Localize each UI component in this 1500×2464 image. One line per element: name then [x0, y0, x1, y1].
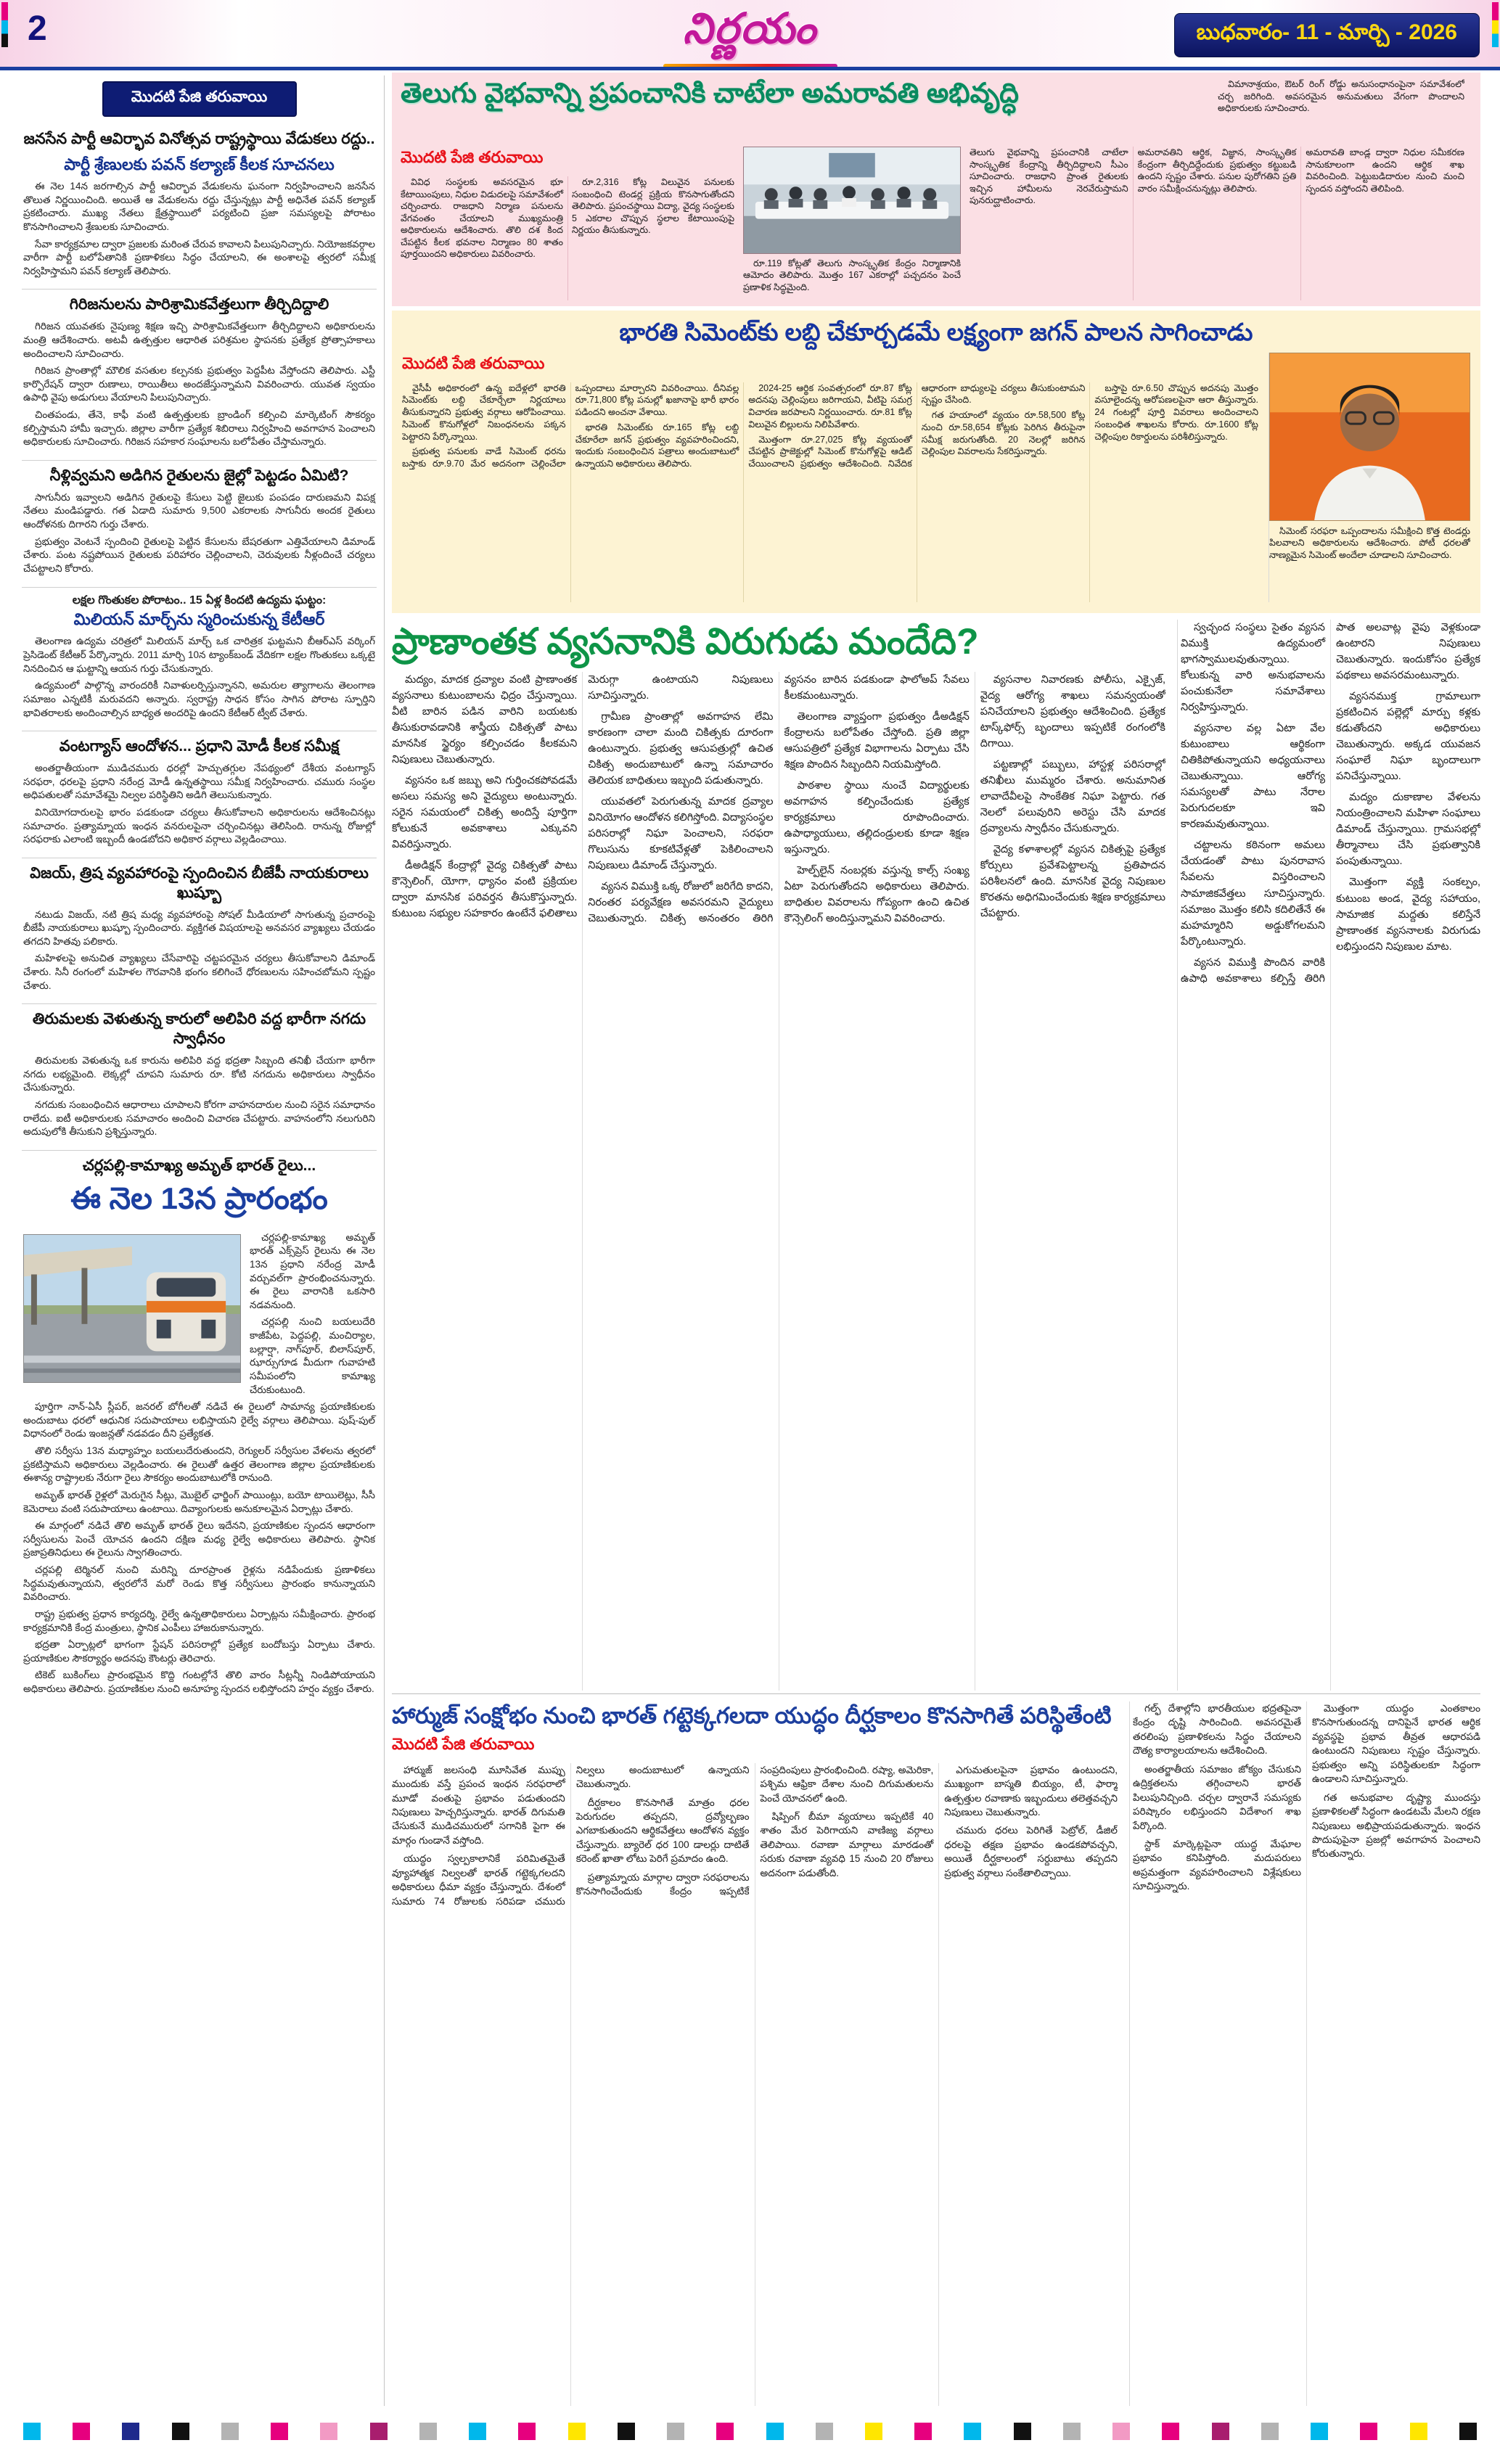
article-khushbu [22, 858, 377, 1005]
article-body [23, 762, 375, 847]
article-body-under-photo [743, 258, 961, 293]
body-paragraph: గ్రామీణ ప్రాంతాల్లో అవగాహన లేమి కారణంగా చాలా మంది చికిత్సకు దూరంగా ఉంటున్నారు. ప్రభుత్వ ఆసుపత్రుల్లో ఉచిత చికిత్స అందుబాటులో ఉన్నా సమాచారం తెలియక బాధితులు ఇబ్బంది పడుతున్నారు. [588, 710, 774, 787]
body-paragraph: మొత్తంగా యుద్ధం ఎంతకాలం కొనసాగుతుందన్న దానిపైనే భారత ఆర్థిక వ్యవస్థపై ప్రభావ తీవ్రత ఆధారపడి ఉంటుందని నిపుణులు స్పష్టం చేస్తున్నారు. ప్రభుత్వం అన్ని పరిస్థితులకూ సిద్ధంగా ఉండాలని సూచిస్తున్నారు. [1312, 1703, 1480, 1785]
body-paragraph: పూర్తిగా నాన్-ఏసీ స్లీపర్, జనరల్ బోగీలతో నడిచే ఈ రైలులో సామాన్య ప్రయాణికులకు అందుబాటు ధరలో ఆధునిక సదుపాయాలు లభిస్తాయని రైల్వే వర్గాలు తెలిపాయి. పుష్-పుల్ విధానంలో రెండు ఇంజన్లతో నడవడం దీని ప్రత్యేకత. [23, 1401, 375, 1440]
body-paragraph: విమానాశ్రయం, ఔటర్ రింగ్ రోడ్డు అనుసంధానంపైనా సమావేశంలో చర్చ జరిగింది. అవసరమైన అనుమతులు వేగంగా పొందాలని అధికారులకు సూచించారు. [1218, 79, 1464, 113]
article-headline: మిలియన్ మార్చ్‌ను స్మరించుకున్న కేటీఆర్ [73, 610, 325, 629]
leader-photo [1269, 353, 1470, 521]
body-paragraph: అంతర్జాతీయ సమాజం జోక్యం చేసుకుని ఉద్రిక్తతలను తగ్గించాలని భారత్ పిలుపునిచ్చింది. చర్చల ద్వారానే సమస్యకు పరిష్కారం లభిస్తుందని విదేశాంగ శాఖ పేర్కొంది. [1133, 1763, 1301, 1831]
article-body-left [401, 147, 734, 300]
article-train [22, 1151, 377, 1707]
continuation-label: మొదటి పేజి తరువాయి [102, 81, 297, 117]
color-bar-square [568, 2423, 586, 2440]
body-paragraph: యువతలో పెరుగుతున్న మాదక ద్రవ్యాల వినియోగం ఆందోళన కలిగిస్తోంది. విద్యాసంస్థల పరిసరాల్లో నిఘా పెంచాలని, సరఫరా గొలుసును కూకటివేళ్లతో పెకిలించాలని నిపుణులు డిమాండ్ చేస్తున్నారు. [588, 795, 774, 871]
body-paragraph: తెలంగాణ వ్యాప్తంగా ప్రభుత్వం డీఅడిక్షన్ కేంద్రాలను బలోపేతం చేస్తోంది. ప్రతి జిల్లా ఆసుపత్రిలో ప్రత్యేక విభాగాలను ఏర్పాటు చేసి శిక్షణ పొందిన సిబ్బందిని నియమిస్తోంది. [784, 710, 970, 771]
body-paragraph: మొత్తంగా రూ.27,025 కోట్ల వ్యయంతో చేపట్టిన ప్రాజెక్టుల్లో సిమెంట్ కొనుగోళ్లపై ఆడిట్ చేయించాలని ప్రభుత్వం ఆదేశించింది. నివేదిక ఆధారంగా బాధ్యులపై చర్యలు తీసుకుంటామని స్పష్టం చేసింది. [748, 382, 1086, 469]
color-bar-square [1014, 2423, 1031, 2440]
color-bar-square [1162, 2423, 1179, 2440]
article-cement [392, 311, 1480, 613]
body-paragraph: అమృత్ భారత్ రైళ్లలో మెరుగైన సీట్లు, మొబైల్ ఛార్జింగ్ పాయింట్లు, బయో టాయిలెట్లు, సీసీ కెమెరాలు వంటి సదుపాయాలు ఉంటాయి. దివ్యాంగులకు అనుకూలమైన ఏర్పాట్లు చేశారు. [23, 1489, 375, 1514]
body-paragraph: రాష్ట్ర ప్రభుత్వ ప్రధాన కార్యదర్శి, రైల్వే ఉన్నతాధికారులు ఏర్పాట్లను సమీక్షించారు. ప్రారంభ కార్యక్రమానికి కేంద్ర మంత్రులు, స్థానిక ఎంపీలు హాజరుకానున్నారు. [23, 1608, 375, 1633]
article-body [23, 908, 375, 993]
article-headline: విజయ్, త్రిష వ్యవహారంపై స్పందించిన బీజేపీ నాయకురాలు ఖుష్బూ [30, 864, 369, 901]
article-body-left [392, 620, 1165, 1691]
article-headline: భారతి సిమెంట్‌కు లబ్ది చేకూర్చడమే లక్ష్యంగా జగన్ పాలన సాగించాడు [619, 319, 1253, 345]
body-paragraph: వ్యసనాల నివారణకు పోలీసు, ఎక్సైజ్, వైద్య ఆరోగ్య శాఖలు సమన్వయంతో పనిచేయాలని ప్రభుత్వం ఆదేశించింది. ప్రత్యేక టాస్క్‌ఫోర్స్ బృందాలు ఇప్పటికే రంగంలోకి దిగాయి. [980, 673, 1165, 750]
body-paragraph: వ్యసనాల వల్ల ఏటా వేల కుటుంబాలు ఆర్థికంగా చితికిపోతున్నాయని అధ్యయనాలు చెబుతున్నాయి. ఆరోగ్య సమస్యలతో పాటు నేరాల పెరుగుదలకూ ఇవి కారణమవుతున్నాయి. [1181, 723, 1325, 831]
article-headline: గిరిజనులను పారిశ్రామికవేత్తలుగా తీర్చిదిద్దాలి [69, 296, 329, 313]
color-bar-square [1063, 2423, 1081, 2440]
article-body-top-right [1218, 78, 1464, 142]
color-bar-square [320, 2423, 337, 2440]
body-paragraph: గల్ఫ్ దేశాల్లోని భారతీయుల భద్రతపైనా కేంద్రం దృష్టి సారించింది. అవసరమైతే తరలింపు ప్రణాళికలను సిద్ధం చేయాలని దౌత్య కార్యాలయాలను ఆదేశించింది. [1133, 1703, 1301, 1757]
body-paragraph: 2024-25 ఆర్థిక సంవత్సరంలో రూ.87 కోట్ల అదనపు చెల్లింపులు జరిగాయని, వీటిపై సమగ్ర విచారణ జరపాలని నిర్ణయించారు. రూ.81 కోట్ల విలువైన బిల్లులను నిలిపివేశారు. [748, 382, 912, 430]
masthead-title: నిర్ణయం [682, 5, 818, 52]
article-body [23, 491, 375, 576]
article-body [23, 635, 375, 720]
meeting-photo [743, 147, 961, 254]
article-body-right [1177, 620, 1480, 1691]
color-bar-square [865, 2423, 882, 2440]
body-paragraph: షిప్పింగ్ బీమా వ్యయాలు ఇప్పటికే 40 శాతం మేర పెరిగాయని వాణిజ్య వర్గాలు తెలిపాయి. రవాణా మార్గాలు మారడంతో సరుకు రవాణా వ్యవధి 15 నుంచి 20 రోజులు అదనంగా పడుతోంది. [760, 1810, 934, 1878]
article-kicker: లక్షల గొంతుకల పోరాటం.. 15 ఏళ్ల కిందటి ఉద్యమ ఘట్టం: [72, 594, 327, 607]
body-paragraph: ప్రత్యామ్నాయ మార్గాల ద్వారా సరఫరాలను కొనసాగించేందుకు కేంద్రం ఇప్పటికే సంప్రదింపులు ప్రారంభించింది. రష్యా, అమెరికా, పశ్చిమ ఆఫ్రికా దేశాల నుంచి దిగుమతులను పెంచే యోచనలో ఉంది. [575, 1764, 934, 1897]
article-headline: నీళ్లివ్వమని అడిగిన రైతులను జైల్లో పెట్టడం ఏమిటి? [49, 467, 349, 484]
color-bar-square [1360, 2423, 1377, 2440]
article-body-right [1129, 1701, 1480, 2406]
body-paragraph: వినియోగదారులపై భారం పడకుండా చర్యలు తీసుకోవాలని అధికారులను ఆదేశించినట్లు సమాచారం. ప్రత్యామ్నాయ ఇంధన వనరులపైనా చర్చించినట్లు తెలిసింది. రానున్న రోజుల్లో సరఫరాకు ఎలాంటి ఇబ్బందీ ఉండబోదని అధికార వర్గాలు వెల్లడించాయి. [23, 806, 375, 845]
body-paragraph: సిమెంట్ సరఫరా ఒప్పందాలను సమీక్షించి కొత్త టెండర్లు పిలవాలని అధికారులను ఆదేశించారు. పోటీ ధరలతో నాణ్యమైన సిమెంట్ అందేలా చూడాలని సూచించారు. [1269, 525, 1470, 560]
article-body [392, 1763, 1118, 2406]
color-bar-square [1212, 2423, 1229, 2440]
print-registration-mark-left [1, 2, 8, 47]
body-paragraph: వ్యసనం ఒక జబ్బు అని గుర్తించకపోవడమే అసలు సమస్య అని వైద్యులు అంటున్నారు. సరైన సమయంలో చికిత్స అందిస్తే పూర్తిగా కోలుకునే అవకాశాలు ఎక్కువని వివరిస్తున్నారు. [392, 774, 578, 850]
body-paragraph: రూ.119 కోట్లతో తెలుగు సాంస్కృతిక కేంద్రం నిర్మాణానికి ఆమోదం తెలిపారు. మొత్తం 167 ఎకరాల్లో పచ్చదనం పెంచే ప్రణాళిక సిద్ధమైంది. [743, 258, 961, 292]
article-body [23, 320, 375, 449]
body-paragraph: భారతి సిమెంట్‌కు రూ.165 కోట్ల లబ్ది చేకూరేలా జగన్ ప్రభుత్వం వ్యవహరించిందని, ఇందుకు సంబంధించిన పత్రాలు అందుబాటులో ఉన్నాయని అధికారులు తెలిపారు. [575, 422, 739, 469]
print-color-bars [23, 2422, 1477, 2441]
body-paragraph: అమరావతిని ఆర్థిక, విజ్ఞాన, సాంస్కృతిక కేంద్రంగా తీర్చిదిద్దేందుకు ప్రభుత్వం కట్టుబడి ఉందని స్పష్టం చేశారు. పనుల పురోగతిని ప్రతి వారం సమీక్షించనున్నట్లు తెలిపారు. [1137, 147, 1297, 194]
body-paragraph: వైద్య కళాశాలల్లో వ్యసన చికిత్సపై ప్రత్యేక కోర్సులు ప్రవేశపెట్టాలన్న ప్రతిపాదన పరిశీలనలో ఉంది. మానసిక వైద్య నిపుణుల కొరతను అధిగమించేందుకు శిక్షణ కార్యక్రమాలు చేపట్టారు. [980, 843, 1165, 919]
body-paragraph: డీఅడిక్షన్ కేంద్రాల్లో వైద్య చికిత్సతో పాటు కౌన్సెలింగ్, యోగా, ధ్యానం వంటి ప్రక్రియల ద్వారా మానసిక పరివర్తన తీసుకొస్తున్నారు. కుటుంబ సభ్యుల సహకారం ఉంటేనే ఫలితాలు మెరుగ్గా ఉంటాయని నిపుణులు సూచిస్తున్నారు. [392, 673, 774, 919]
color-bar-square [1311, 2423, 1328, 2440]
color-bar-square [370, 2423, 388, 2440]
body-paragraph: భద్రతా ఏర్పాట్లలో భాగంగా స్టేషన్ పరిసరాల్లో ప్రత్యేక బందోబస్తు ఏర్పాటు చేశారు. ప్రయాణికుల సౌకర్యార్థం అదనపు కౌంటర్లు తెరిచారు. [23, 1639, 375, 1664]
article-body-right [970, 147, 1464, 300]
article-body-left [402, 353, 1258, 602]
body-paragraph: సాగునీరు ఇవ్వాలని అడిగిన రైతులపై కేసులు పెట్టి జైలుకు పంపడం దారుణమని విపక్ష నేతలు మండిపడ్డారు. గత ఏడాది సుమారు 9,500 ఎకరాలకు సాగునీరు అందక రైతులు ఆందోళనకు దిగారని గుర్తు చేశారు. [23, 491, 375, 530]
body-paragraph: స్వచ్ఛంద సంస్థలు సైతం వ్యసన విముక్తి ఉద్యమంలో భాగస్వాములవుతున్నాయి. కోలుకున్న వారి అనుభవాలను పంచుకునేలా సమావేశాలు నిర్వహిస్తున్నారు. [1181, 622, 1325, 714]
body-paragraph: వ్యసన విముక్తి ఒక్క రోజులో జరిగేది కాదని, నిరంతర పర్యవేక్షణ అవసరమని వైద్యులు చెబుతున్నారు. చికిత్స అనంతరం తిరిగి వ్యసనం బారిన పడకుండా ఫాలోఅప్ సేవలు కీలకమంటున్నారు. [588, 673, 970, 924]
body-paragraph: స్టాక్ మార్కెట్లపైనా యుద్ధ మేఘాల ప్రభావం కనిపిస్తోంది. మదుపరులు అప్రమత్తంగా వ్యవహరించాలని విశ్లేషకులు సూచిస్తున్నారు. [1133, 1838, 1301, 1892]
body-paragraph: మద్యం దుకాణాల వేళలను నియంత్రించాలని మహిళా సంఘాలు డిమాండ్ చేస్తున్నాయి. గ్రామసభల్లో తీర్మానాలు చేసి ప్రభుత్వానికి పంపుతున్నాయి. [1336, 792, 1480, 868]
body-paragraph: మద్యం, మాదక ద్రవ్యాల వంటి ప్రాణాంతక వ్యసనాలు కుటుంబాలను ఛిద్రం చేస్తున్నాయి. వీటి బారిన పడిన వారిని బయటకు తీసుకురావడానికి శాస్త్రీయ చికిత్సతో పాటు మానసిక స్థైర్యం కల్పించడం కీలకమని నిపుణులు చెబుతున్నారు. [392, 673, 578, 765]
body-paragraph: టికెట్ బుకింగ్‌లు ప్రారంభమైన కొద్ది గంటల్లోనే తొలి వారం సీట్లన్నీ నిండిపోయాయని అధికారులు తెలిపారు. ప్రయాణికుల నుంచి అనూహ్య స్పందన లభిస్తోందని హర్షం వ్యక్తం చేశారు. [23, 1670, 375, 1695]
train-photo [23, 1234, 241, 1383]
article-amaravati [392, 73, 1480, 306]
article-headline: వంటగ్యాస్ ఆందోళన... ప్రధాని మోడీ కీలక సమీక్ష [59, 738, 340, 755]
body-paragraph: చమురు ధరలు పెరిగితే పెట్రోల్, డీజిల్ ధరలపై తక్షణ ప్రభావం ఉండకపోవచ్చని, అయితే దీర్ఘకాలంలో సర్దుబాటు తప్పదని ప్రభుత్వ వర్గాలు సంకేతాలిచ్చాయి. [944, 1825, 1118, 1878]
body-paragraph: హార్ముజ్ జలసంధి మూసివేత ముప్పు ముందుకు వస్తే ప్రపంచ ఇంధన సరఫరాలో మూడో వంతుపై ప్రభావం పడుతుందని నిపుణులు హెచ్చరిస్తున్నారు. భారత్ దిగుమతి చేసుకునే ముడిచమురులో సగానికి పైగా ఈ మార్గం గుండానే వస్తోంది. [392, 1764, 565, 1846]
body-paragraph: తెలుగు వైభవాన్ని ప్రపంచానికి చాటేలా సాంస్కృతిక కేంద్రాన్ని తీర్చిదిద్దాలని సీఎం సూచించారు. రాజధాని ప్రాంత రైతులకు ఇచ్చిన హామీలను నెరవేరుస్తామని పునరుద్ఘాటించారు. [970, 147, 1128, 205]
color-bar-square [122, 2423, 139, 2440]
body-paragraph: ఎగుమతులపైనా ప్రభావం ఉంటుందని, ముఖ్యంగా బాస్మతి బియ్యం, టీ, ఫార్మా ఉత్పత్తుల రవాణాకు ఇబ్బందులు తలెత్తవచ్చని నిపుణులు చెబుతున్నారు. [944, 1764, 1118, 1818]
body-paragraph: ప్రభుత్వం వెంటనే స్పందించి రైతులపై పెట్టిన కేసులను బేషరతుగా ఎత్తివేయాలని డిమాండ్ చేశారు. పంట నష్టపోయిన రైతులకు పరిహారం చెల్లించాలని, చెరువులకు నీళ్లందించే చర్యలు చేపట్టాలని కోరారు. [23, 535, 375, 574]
article-ktr [22, 588, 377, 732]
color-bar-square [766, 2423, 784, 2440]
page-number: 2 [28, 9, 47, 48]
article-farmers [22, 461, 377, 588]
article-body [402, 382, 1258, 602]
article-headline: తిరుమలకు వెళుతున్న కారులో అలిపిరి వద్ద భారీగా నగదు స్వాధీనం [32, 1011, 366, 1048]
color-bar-square [1410, 2423, 1427, 2440]
color-bar-square [964, 2423, 981, 2440]
left-column [20, 75, 385, 2406]
article-photo-block [743, 147, 961, 300]
article-headline: జనసేన పార్టీ ఆవిర్భావ వినోత్సవ రాష్ట్రస్థాయి వేడుకలు రద్దు.. [23, 131, 375, 147]
article-headline: చర్లపల్లి-కామాఖ్య అమృత్ భారత్ రైలు... [82, 1157, 316, 1174]
body-paragraph: తెలంగాణ ఉద్యమ చరిత్రలో మిలియన్ మార్చ్ ఒక చారిత్రక ఘట్టమని బీఆర్ఎస్ వర్కింగ్ ప్రెసిడెంట్ కేటీఆర్ పేర్కొన్నారు. 2011 మార్చి 10న ట్యాంక్‌బండ్ వేదికగా లక్షల గొంతుకలు ఒక్కటై నినదించిన ఆ ఘట్టాన్ని ఆయన గుర్తు చేసుకున్నారు. [23, 636, 375, 674]
body-paragraph: దీర్ఘకాలం కొనసాగితే మాత్రం ధరల పెరుగుదల తప్పదని, ద్రవ్యోల్బణం ఎగబాకుతుందని ఆర్థికవేత్తలు ఆందోళన వ్యక్తం చేస్తున్నారు. బ్యారెల్ ధర 100 డాలర్లు దాటితే కరెంట్ ఖాతా లోటు పెరిగే ప్రమాదం ఉంది. [575, 1796, 750, 1865]
article-gas [22, 731, 377, 858]
article-headline: హార్ముజ్ సంక్షోభం నుంచి భారత్ గట్టెక్కగలదా యుద్ధం దీర్ఘకాలం కొనసాగితే పరిస్థితేంటి [392, 1703, 1112, 1728]
body-paragraph: యుద్ధం స్వల్పకాలానికే పరిమితమైతే వ్యూహాత్మక నిల్వలతో భారత్ గట్టెక్కగలదని అధికారులు ధీమా వ్యక్తం చేస్తున్నారు. దేశంలో సుమారు 74 రోజులకు సరిపడా చమురు నిల్వలు అందుబాటులో ఉన్నాయని చెబుతున్నారు. [392, 1764, 750, 1907]
color-bar-square [221, 2423, 239, 2440]
body-paragraph: ప్రభుత్వ పనులకు వాడే సిమెంట్ ధరను బస్తాకు రూ.9.70 మేర అదనంగా చెల్లించేలా ఒప్పందాలు మార్చారని వివరించాయి. దీనివల్ల రూ.71,800 కోట్ల పనుల్లో ఖజానాపై భారీ భారం పడిందని అంచనా వేశాయి. [402, 382, 739, 469]
color-bar-square [1459, 2423, 1477, 2440]
body-paragraph: చింతపండు, తేనె, కాఫీ వంటి ఉత్పత్తులకు బ్రాండింగ్ కల్పించి మార్కెటింగ్ సౌకర్యం కల్పిస్తామని హామీ ఇచ్చారు. జిల్లాల వారీగా ప్రత్యేక శిబిరాలు నిర్వహించి అవగాహన పెంచాలని అధికారులకు సూచించారు. గిరిజన సహకార సంఘాలను బలోపేతం చేస్తామన్నారు. [23, 409, 375, 448]
article-addiction [392, 615, 1480, 1691]
color-bar-square [469, 2423, 486, 2440]
color-bar-square [172, 2423, 189, 2440]
body-paragraph: వైసీపీ అధికారంలో ఉన్న ఐదేళ్లలో భారతి సిమెంట్‌కు లబ్ది చేకూర్చేలా నిర్ణయాలు తీసుకున్నారని ప్రభుత్వ వర్గాలు ఆరోపించాయి. సిమెంట్ కొనుగోళ్లలో నిబంధనలను పక్కన పెట్టారని పేర్కొన్నాయి. [402, 382, 566, 442]
body-paragraph: వ్యసనముక్త గ్రామాలుగా ప్రకటించిన పల్లెల్లో మార్పు కళ్లకు కడుతోందని అధికారులు చెబుతున్నారు. అక్కడ యువజన సంఘాలే నిఘా బృందాలుగా పనిచేస్తున్నాయి. [1336, 691, 1480, 783]
body-paragraph: హెల్ప్‌లైన్ నంబర్లకు వస్తున్న కాల్స్ సంఖ్య ఏటా పెరుగుతోందని అధికారులు తెలిపారు. బాధితుల వివరాలను గోప్యంగా ఉంచి ఉచిత కౌన్సెలింగ్ అందిస్తున్నామని వివరించారు. [784, 864, 970, 924]
body-paragraph: నగదుకు సంబంధించిన ఆధారాలు చూపాలని కోరగా వాహనదారుల నుంచి సరైన సమాధానం రాలేదు. ఐటీ అధికారులకు సమాచారం అందించి విచారణ చేపట్టారు. వాహనంలోని నలుగురిని అదుపులోకి తీసుకుని ప్రశ్నిస్తున్నారు. [23, 1098, 375, 1138]
article-tirumala [22, 1004, 377, 1151]
continued-from-label: మొదటి పేజి తరువాయి [402, 353, 545, 372]
body-paragraph: చర్లపల్లి నుంచి బయలుదేరి కాజీపేట, పెద్దపల్లి, మంచిర్యాల, బల్లార్షా, నాగ్‌పూర్, బిలాస్‌పూర్, ఝార్సుగూడ మీదుగా గువాహటి సమీపంలోని కామాఖ్య చేరుకుంటుంది. [250, 1316, 375, 1395]
body-paragraph: సేవా కార్యక్రమాల ద్వారా ప్రజలకు మరింత చేరువ కావాలని పిలుపునిచ్చారు. నియోజకవర్గాల వారీగా పార్టీ బలోపేతానికి ప్రణాళికలు సిద్ధం చేయాలని, ఈ అంశాలపై త్వరలో సమీక్ష నిర్వహిస్తామని పవన్ కల్యాణ్ తెలిపారు. [23, 238, 375, 276]
article-body-left [392, 1701, 1118, 2406]
color-bar-square [618, 2423, 635, 2440]
color-bar-square [1261, 2423, 1279, 2440]
color-bar-square [419, 2423, 437, 2440]
edition-date: బుధవారం- 11 - మార్చి - 2026 [1196, 20, 1457, 44]
body-paragraph: వివిధ సంస్థలకు అవసరమైన భూ కేటాయింపులు, నిధుల విడుదలపై సమావేశంలో చర్చించారు. రాజధాని నిర్మాణ పనులను వేగవంతం చేయాలని ముఖ్యమంత్రి అధికారులను ఆదేశించారు. తొలి దశ కింద చేపట్టిన కీలక భవనాల నిర్మాణం 80 శాతం పూర్తయిందని అధికారులు వివరించారు. [401, 177, 563, 259]
article-headline: తెలుగు వైభవాన్ని ప్రపంచానికి చాటేలా అమరావతి అభివృద్ధి [401, 78, 1019, 109]
color-bar-square [716, 2423, 734, 2440]
article-body [392, 672, 1165, 1691]
body-paragraph: ఈ నెల 14న జరగాల్సిన పార్టీ ఆవిర్భావ వేడుకలను ఘనంగా నిర్వహించాలని జనసేన తొలుత నిర్ణయించింది. అయితే ఆ వేడుకలను రద్దు చేస్తున్నట్లు పార్టీ అధినేత పవన్ కల్యాణ్ ప్రకటించారు. ముఖ్య నేతలు క్షేత్రస్థాయిలో పర్యటించి ప్రజా సమస్యలపై పోరాటం కొనసాగించాలని శ్రేణులకు సూచించారు. [23, 181, 375, 232]
date-box [1174, 13, 1480, 57]
body-paragraph: వ్యసన విముక్తి పొందిన వారికి ఉపాధి అవకాశాలు కల్పిస్తే తిరిగి పాత అలవాట్ల వైపు వెళ్లకుండా ఉంటారని నిపుణులు చెబుతున్నారు. ఇందుకోసం ప్రత్యేక పథకాలు అవసరమంటున్నారు. [1181, 622, 1480, 985]
color-bar-square [667, 2423, 684, 2440]
header-divider [0, 67, 1500, 70]
color-bar-square [23, 2423, 41, 2440]
article-hormuz [392, 1693, 1480, 2406]
body-paragraph: పట్టణాల్లో పబ్బులు, హాస్టళ్ల పరిసరాల్లో తనిఖీలు ముమ్మరం చేశారు. అనుమానిత లావాదేవీలపై సాంకేతిక నిఘా పెట్టారు. గత నెలలో పలువురిని అరెస్టు చేసి మాదక ద్రవ్యాలను స్వాధీనం చేసుకున్నారు. [980, 758, 1165, 834]
continued-from-label: మొదటి పేజి తరువాయి [401, 148, 544, 166]
article-body [401, 176, 734, 300]
article-jansena [22, 124, 377, 289]
body-paragraph: నటుడు విజయ్, నటి త్రిష మధ్య వ్యవహారంపై సోషల్ మీడియాలో సాగుతున్న ప్రచారంపై బీజేపీ నాయకురాలు ఖుష్బూ స్పందించారు. వ్యక్తిగత విషయాలపై అనవసర వ్యాఖ్యలు చేయడం తగదని హితవు పలికారు. [23, 908, 375, 947]
body-paragraph: మహిళలపై అనుచిత వ్యాఖ్యలు చేసేవారిపై చట్టపరమైన చర్యలు తీసుకోవాలని డిమాండ్ చేశారు. సినీ రంగంలో మహిళల గౌరవానికి భంగం కలిగించే ధోరణులను సహించబోమని స్పష్టం చేశారు. [23, 953, 375, 991]
color-bar-square [73, 2423, 90, 2440]
article-body-under-photo [1269, 525, 1470, 562]
article-subhead: పార్టీ శ్రేణులకు పవన్ కల్యాణ్ కీలక సూచనలు [64, 155, 335, 173]
article-photo-block [1269, 353, 1470, 602]
body-paragraph: చట్టాలను కఠినంగా అమలు చేయడంతో పాటు పునరావాస సేవలను విస్తరించాలని సామాజికవేత్తలు సూచిస్తున్నారు. సమాజం మొత్తం కలిసి కదిలితేనే ఈ మహమ్మారిని అడ్డుకోగలమని పేర్కొంటున్నారు. [1181, 839, 1325, 948]
body-paragraph: ఉద్యమంలో పాల్గొన్న వారందరికీ నివాళులర్పిస్తున్నానని, అమరుల త్యాగాలను తెలంగాణ సమాజం ఎన్నటికీ మరువదని అన్నారు. స్వరాష్ట్ర సాధన కోసం సాగిన పోరాట స్ఫూర్తిని భావితరాలకు అందించాల్సిన బాధ్యత అందరిపై ఉందని కేటీఆర్ ట్వీట్ చేశారు. [23, 680, 375, 718]
article-girijana [22, 289, 377, 461]
body-paragraph: పాఠశాల స్థాయి నుంచే విద్యార్థులకు అవగాహన కల్పించేందుకు ప్రత్యేక కార్యక్రమాలు రూపొందించారు. ఉపాధ్యాయులు, తల్లిదండ్రులకు కూడా శిక్షణ ఇస్తున్నారు. [784, 779, 970, 855]
article-body [23, 180, 375, 278]
body-paragraph: ఈ మార్గంలో నడిచే తొలి అమృత్ భారత్ రైలు ఇదేనని, ప్రయాణికుల స్పందన ఆధారంగా సర్వీసులను పెంచే యోచన ఉందని దక్షిణ మధ్య రైల్వే అధికారులు తెలిపారు. స్థానిక ప్రజాప్రతినిధులు ఈ రైలును స్వాగతించారు. [23, 1520, 375, 1559]
body-paragraph: తొలి సర్వీసు 13న మధ్యాహ్నం బయలుదేరుతుందని, రెగ్యులర్ సర్వీసుల వేళలను త్వరలో ప్రకటిస్తామని అధికారులు వెల్లడించారు. ఈ రైలుతో ఉత్తర తెలంగాణ జిల్లాల ప్రయాణికులకు ఈశాన్య రాష్ట్రాలకు నేరుగా రైలు సౌకర్యం అందుబాటులోకి రానుంది. [23, 1445, 375, 1484]
body-paragraph: గిరిజన యువతకు నైపుణ్య శిక్షణ ఇచ్చి పారిశ్రామికవేత్తలుగా తీర్చిదిద్దాలని అధికారులను మంత్రి ఆదేశించారు. అటవీ ఉత్పత్తుల ఆధారిత పరిశ్రమల స్థాపనకు ప్రత్యేక ప్రోత్సాహకాలు అందించాలని సూచించారు. [23, 321, 375, 359]
continued-from-label: మొదటి పేజి తరువాయి [392, 1734, 535, 1753]
body-paragraph: రూ.2,316 కోట్ల విలువైన పనులకు సంబంధించి టెండర్ల ప్రక్రియ కొనసాగుతోందని తెలిపారు. ప్రపంచస్థాయి విద్యా, వైద్య సంస్థలకు 5 ఎకరాల చొప్పున స్థలాల కేటాయింపుపై నిర్ణయం తీసుకున్నారు. [572, 177, 734, 235]
body-paragraph: గత అనుభవాల దృష్ట్యా ముందస్తు ప్రణాళికలతో సిద్ధంగా ఉండటమే మేలని రక్షణ నిపుణులు అభిప్రాయపడుతున్నారు. ఇంధన పొదుపుపైనా ప్రజల్లో అవగాహన పెంచాలని కోరుతున్నారు. [1312, 1791, 1480, 1860]
color-bar-square [816, 2423, 833, 2440]
article-headline-secondary: ఈ నెల 13న ప్రారంభం [70, 1180, 328, 1215]
page-header [0, 0, 1500, 67]
color-bar-square [518, 2423, 536, 2440]
body-paragraph: గిరిజన ప్రాంతాల్లో మౌలిక వసతుల కల్పనకు ప్రభుత్వం పెద్దపీట వేస్తోందని తెలిపారు. ఎస్టీ కార్పొరేషన్ ద్వారా రుణాలు, రాయితీలు అందజేస్తున్నామని వివరించారు. యువత స్వయం ఉపాధి వైపు అడుగులు వేయాలని పిలుపునిచ్చారు. [23, 365, 375, 403]
body-paragraph: గత హయాంలో వ్యయం రూ.58,500 కోట్ల నుంచి రూ.58,654 కోట్లకు పెరిగిన తీరుపైనా సమీక్ష జరుగుతోంది. 20 నెలల్లో జరిగిన చెల్లింపుల వివరాలను సేకరిస్తున్నారు. [921, 410, 1086, 457]
masthead-logo [663, 4, 837, 68]
body-paragraph: మొత్తంగా వ్యక్తి సంకల్పం, కుటుంబ అండ, వైద్య సహాయం, సామాజిక మద్దతు కలిస్తేనే ప్రాణాంతక వ్యసనాలకు విరుగుడు లభిస్తుందని నిపుణుల మాట. [1336, 876, 1480, 953]
article-body [23, 1054, 375, 1139]
color-bar-square [271, 2423, 288, 2440]
body-paragraph: చర్లపల్లి టెర్మినల్ నుంచి మరిన్ని దూరప్రాంత రైళ్లను నడిపేందుకు ప్రణాళికలు సిద్ధమవుతున్నాయని, త్వరలోనే మరో రెండు కొత్త సర్వీసులు ప్రారంభం కానున్నాయని వివరించారు. [23, 1564, 375, 1603]
body-paragraph: బస్తాపై రూ.6.50 చొప్పున అదనపు మొత్తం వసూలైందన్న ఆరోపణలపైనా ఆరా తీస్తున్నారు. 24 గంటల్లో పూర్తి వివరాలు అందించాలని సంబంధిత శాఖలను కోరారు. రూ.1600 కోట్ల చెల్లింపుల రికార్డులను పరిశీలిస్తున్నారు. [1094, 382, 1258, 442]
article-headline: ప్రాణాంతక వ్యసనానికి విరుగుడు మందేది? [392, 621, 979, 662]
color-bar-square [1112, 2423, 1130, 2440]
body-paragraph: చర్లపల్లి-కామాఖ్య అమృత్ భారత్ ఎక్స్‌ప్రెస్ రైలును ఈ నెల 13న ప్రధాని నరేంద్ర మోడీ వర్చువల్‌గా ప్రారంభించనున్నారు. ఈ రైలు వారానికి ఒకసారి నడవనుంది. [250, 1231, 375, 1310]
body-paragraph: అమరావతి బాండ్ల ద్వారా నిధుల సమీకరణ సానుకూలంగా ఉందని ఆర్థిక శాఖ వివరించింది. పెట్టుబడిదారుల నుంచి మంచి స్పందన వస్తోందని తెలిపింది. [1306, 147, 1464, 194]
body-paragraph: తిరుమలకు వెళుతున్న ఒక కారును అలిపిరి వద్ద భద్రతా సిబ్బంది తనిఖీ చేయగా భారీగా నగదు లభ్యమైంది. లెక్కల్లో చూపని సుమారు రూ. కోటి నగదును అధికారులు స్వాధీనం చేసుకున్నారు. [23, 1055, 375, 1093]
body-paragraph: అంతర్జాతీయంగా ముడిచమురు ధరల్లో హెచ్చుతగ్గుల నేపథ్యంలో దేశీయ వంటగ్యాస్ సరఫరా, ధరలపై ప్రధాని నరేంద్ర మోడీ ఉన్నతస్థాయి సమీక్ష నిర్వహించారు. చమురు సంస్థల అధిపతులతో సమావేశమై నిల్వల పరిస్థితిని అడిగి తెలుసుకున్నారు. [23, 763, 375, 801]
print-registration-mark-right [1492, 2, 1499, 47]
color-bar-square [914, 2423, 932, 2440]
